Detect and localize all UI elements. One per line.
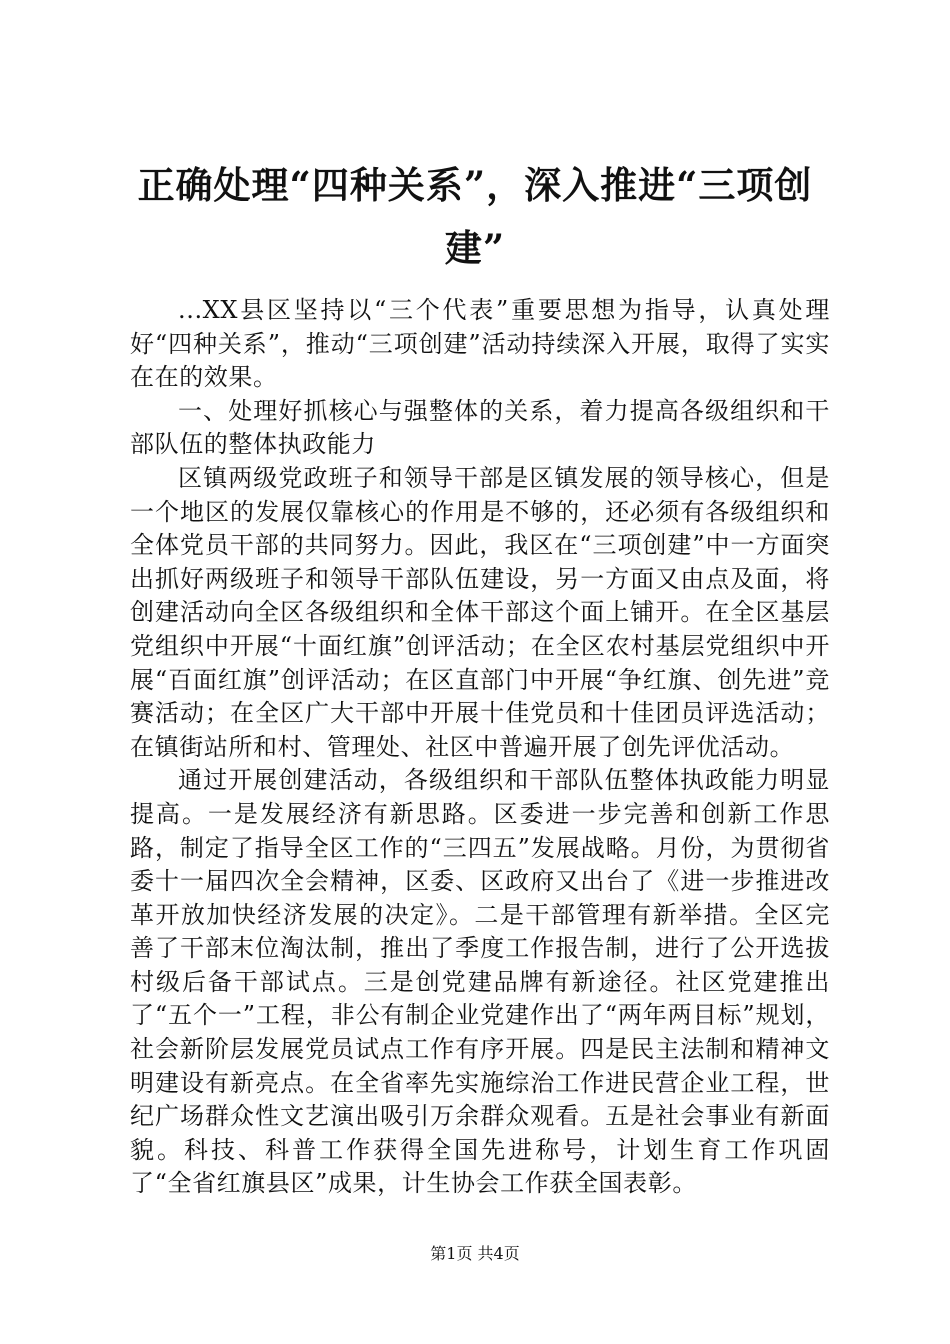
body-paragraph: 区镇两级党政班子和领导干部是区镇发展的领导核心，但是一个地区的发展仅靠核心的作用是不够的，还必须有各级组织和全体党员干部的共同努力。因此，我区在“三项创建”中一方面突出抓好两级班子和领导干部队伍建设，另一方面又由点及面，将创建活动向全区各级组织和全体干部这个面上铺开。在全区基层党组织中开展“十面红旗”创评活动；在全区农村基层党组织中开展“百面红旗”创评活动；在区直部门中开展“争红旗、创先进”竞赛活动；在全区广大干部中开展十佳党员和十佳团员评选活动；在镇街站所和村、管理处、社区中普遍开展了创先评优活动。 bbox=[130, 463, 830, 761]
intro-paragraph: ...XX县区坚持以“三个代表”重要思想为指导，认真处理好“四种关系”，推动“三项创建”活动持续深入开展，取得了实实在在的效果。 bbox=[130, 296, 830, 392]
body-paragraph: 通过开展创建活动，各级组织和干部队伍整体执政能力明显提高。一是发展经济有新思路。区委进一步完善和创新工作思路，制定了指导全区工作的“三四五”发展战略。月份，为贯彻省委十一届四次全会精神，区委、区政府又出台了《进一步推进改革开放加快经济发展的决定》。二是干部管理有新举措。全区完善了干部末位淘汰制，推出了季度工作报告制，进行了公开选拔村级后备干部试点。三是创党建品牌有新途径。社区党建推出了“五个一”工程，非公有制企业党建作出了“两年两目标”规划，社会新阶层发展党员试点工作有序开展。四是民主法制和精神文明建设有新亮点。在全省率先实施综治工作进民营企业工程，世纪广场群众性文艺演出吸引万余群众观看。五是社会事业有新面貌。科技、科普工作获得全国先进称号，计划生育工作巩固了“全省红旗县区”成果，计生协会工作获全国表彰。 bbox=[130, 766, 830, 1198]
document-title: 正确处理“四种关系”，深入推进“三项创建” bbox=[137, 163, 813, 270]
page-number-footer: 第1页 共4页 bbox=[430, 1244, 520, 1263]
document-body bbox=[130, 294, 830, 1201]
section-heading: 一、处理好抓核心与强整体的关系，着力提高各级组织和干部队伍的整体执政能力 bbox=[130, 396, 830, 459]
